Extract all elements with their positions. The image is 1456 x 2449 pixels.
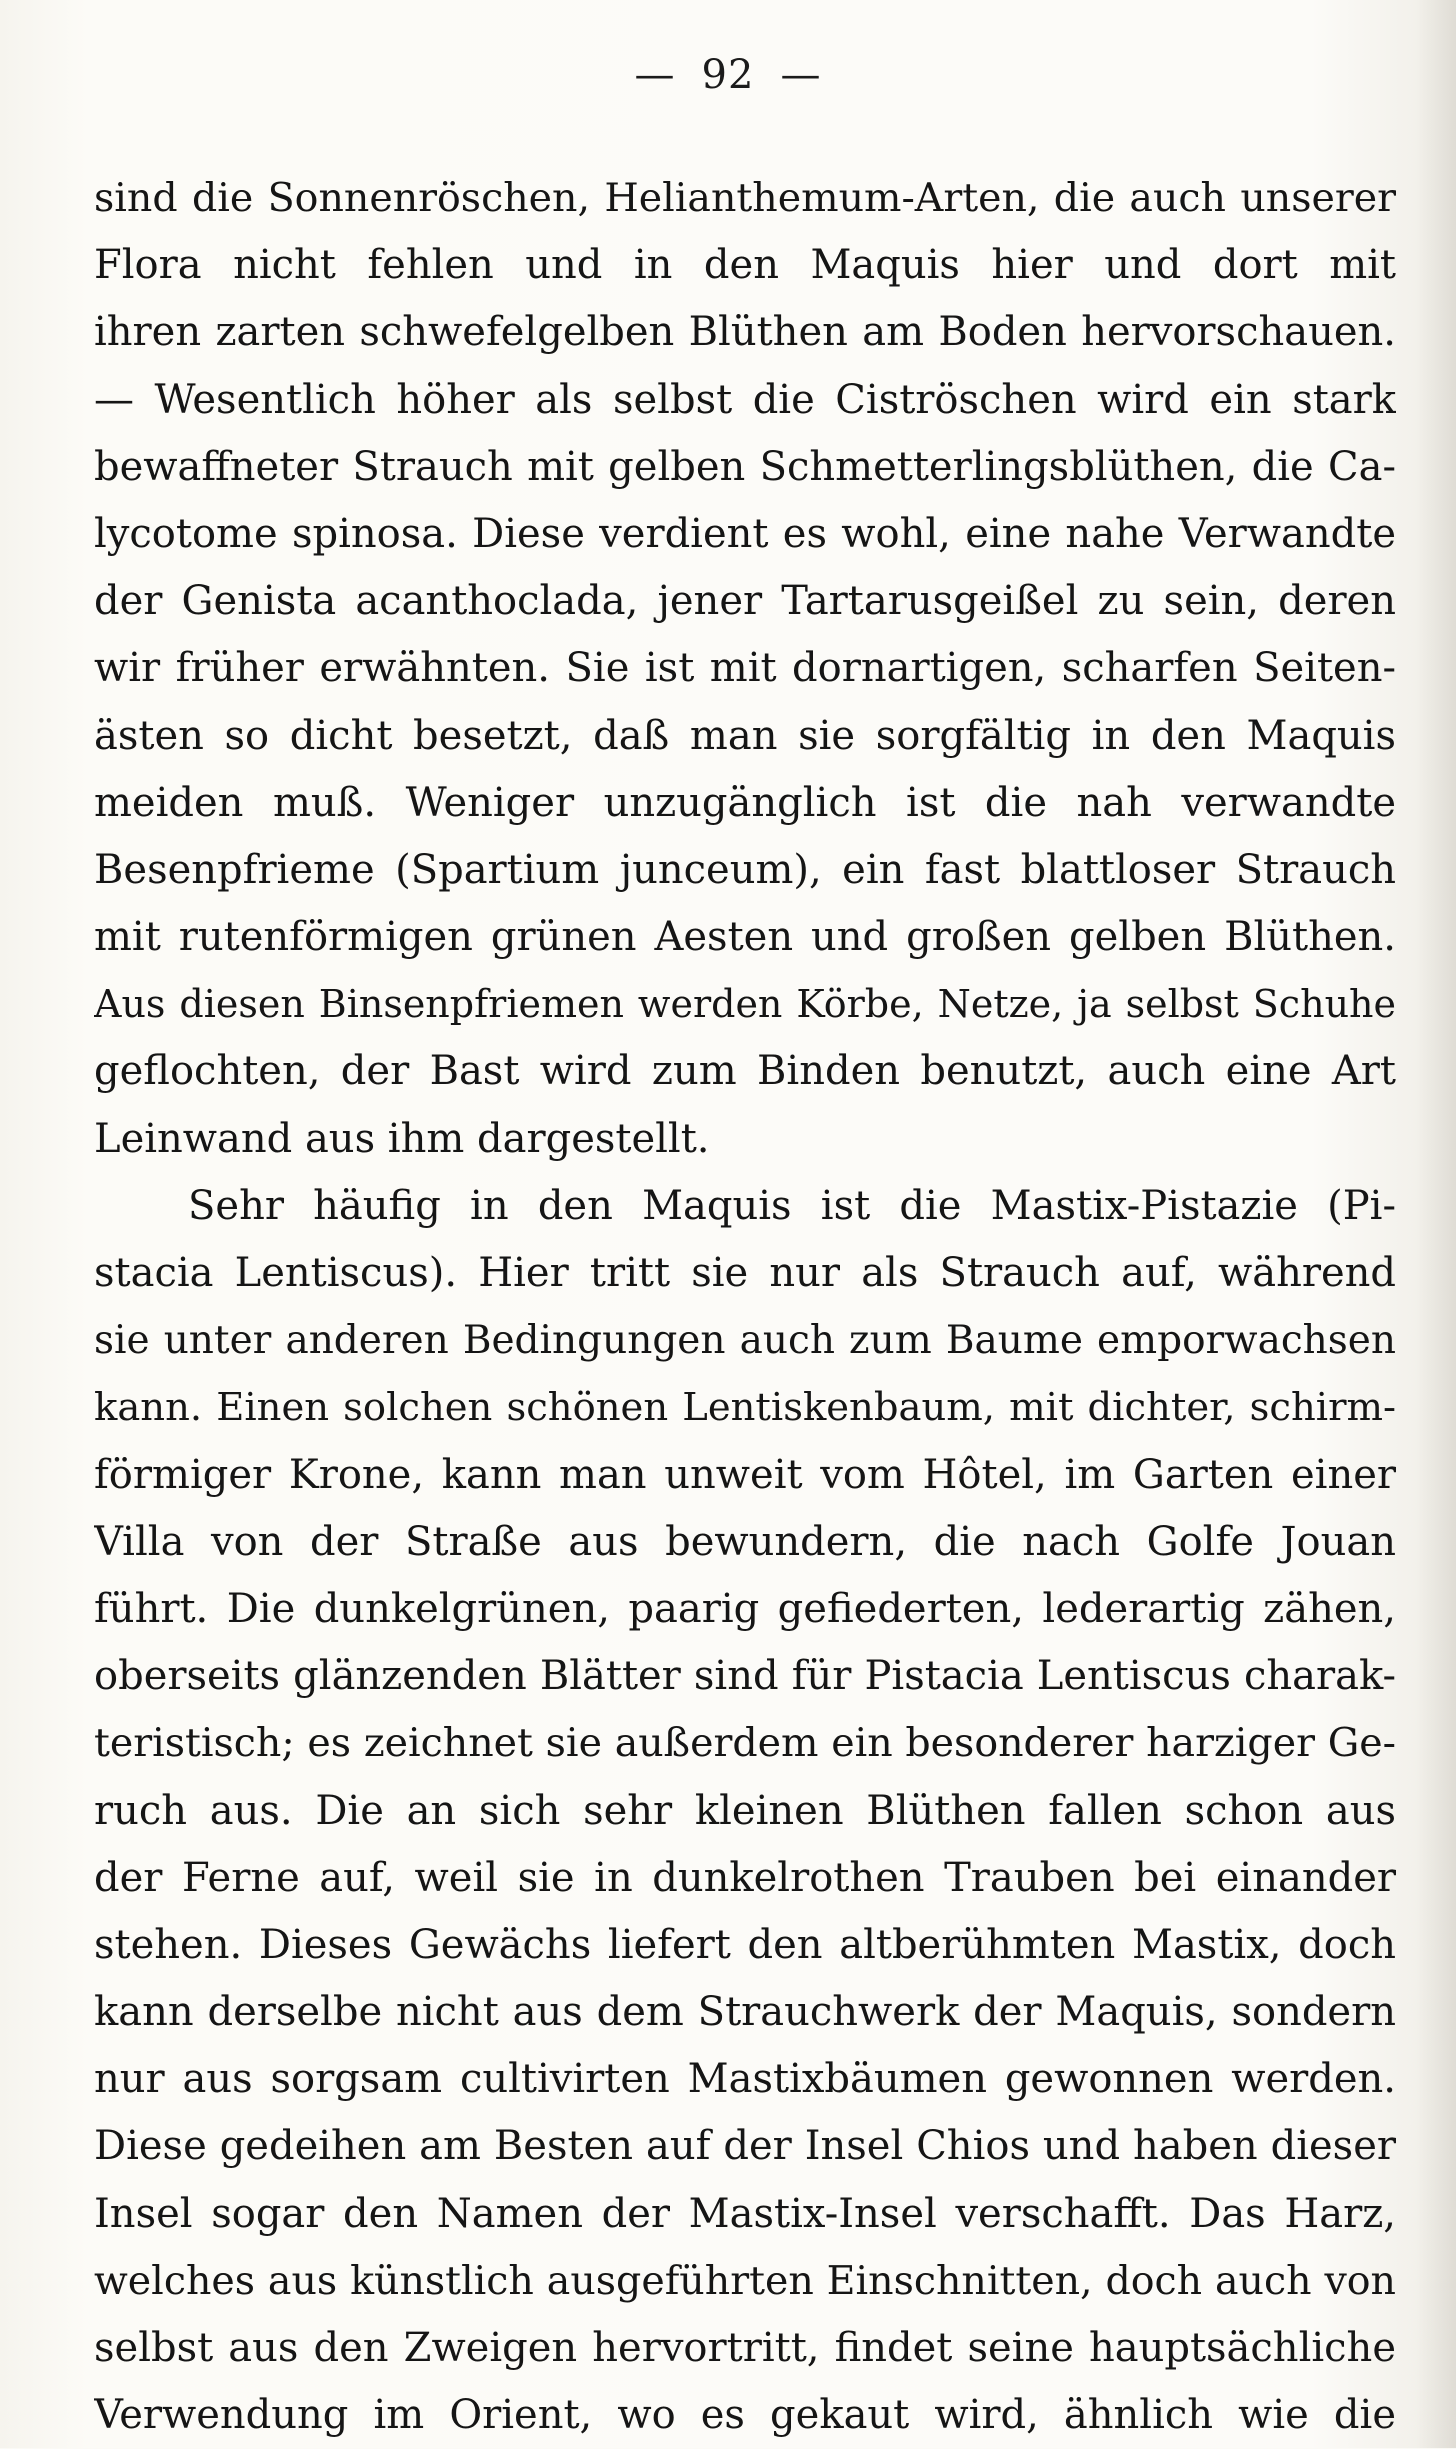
text-line: welches aus künstlich ausgeführten Einschnitten, doch auch von bbox=[94, 2257, 1396, 2304]
text-line: Besenpfrieme (Spartium junceum), ein fast blattloser Strauch bbox=[94, 846, 1396, 893]
text-line: Aus diesen Binsenpfriemen werden Körbe, Netze, ja selbst Schuhe bbox=[94, 982, 1396, 1027]
text-line: wir früher erwähnten. Sie ist mit dornartigen, scharfen Seiten- bbox=[94, 645, 1396, 692]
text-line: mit rutenförmigen grünen Aesten und großen gelben Blüthen. bbox=[94, 914, 1396, 961]
text-line: Flora nicht fehlen und in den Maquis hier und dort mit bbox=[94, 242, 1396, 289]
header-dash-right: — bbox=[780, 52, 822, 98]
text-line: — Wesentlich höher als selbst die Ciströschen wird ein stark bbox=[94, 376, 1396, 423]
text-line: meiden muß. Weniger unzugänglich ist die nah verwandte bbox=[94, 779, 1396, 826]
text-line: kann derselbe nicht aus dem Strauchwerk der Maquis, sondern bbox=[94, 1989, 1396, 2036]
page-header bbox=[0, 52, 1456, 98]
header-dash-left: — bbox=[634, 52, 676, 98]
text-line: Villa von der Straße aus bewundern, die nach Golfe Jouan bbox=[94, 1518, 1396, 1565]
text-line: selbst aus den Zweigen hervortritt, findet seine hauptsächliche bbox=[94, 2325, 1396, 2371]
text-line: der Genista acanthoclada, jener Tartarusgeißel zu sein, deren bbox=[94, 578, 1396, 625]
page-number: 92 bbox=[701, 52, 755, 98]
body-text bbox=[94, 165, 1396, 2449]
text-line: sind die Sonnenröschen, Helianthemum-Arten, die auch unserer bbox=[94, 175, 1396, 221]
text-line: teristisch; es zeichnet sie außerdem ein besonderer harziger Ge- bbox=[94, 1720, 1396, 1767]
text-line: lycotome spinosa. Diese verdient es wohl, eine nahe Verwandte bbox=[94, 510, 1396, 557]
text-line: bewaffneter Strauch mit gelben Schmetterlingsblüthen, die Ca- bbox=[94, 443, 1396, 490]
text-line: ästen so dicht besetzt, daß man sie sorgfältig in den Maquis bbox=[94, 712, 1396, 759]
text-line: Insel sogar den Namen der Mastix-Insel verschafft. Das Harz, bbox=[94, 2190, 1396, 2237]
text-line: Verwendung im Orient, wo es gekaut wird, ähnlich wie die bbox=[94, 2392, 1396, 2439]
text-line: kann. Einen solchen schönen Lentiskenbaum, mit dichter, schirm- bbox=[94, 1385, 1396, 1431]
text-line: geflochten, der Bast wird zum Binden benutzt, auch eine Art bbox=[94, 1048, 1396, 1095]
paragraph-first-line: Sehr häufig in den Maquis ist die Mastix-Pistazie (Pi- bbox=[188, 1182, 1396, 1229]
page-edge-shadow bbox=[1416, 0, 1456, 2448]
text-line: Diese gedeihen am Besten auf der Insel Chios und haben dieser bbox=[94, 2123, 1396, 2170]
text-line: oberseits glänzenden Blätter sind für Pistacia Lentiscus charak- bbox=[94, 1653, 1396, 1700]
text-line: ruch aus. Die an sich sehr kleinen Blüthen fallen schon aus bbox=[94, 1787, 1396, 1834]
text-line: nur aus sorgsam cultivirten Mastixbäumen gewonnen werden. bbox=[94, 2056, 1396, 2103]
text-line: sie unter anderen Bedingungen auch zum Baume emporwachsen bbox=[94, 1318, 1396, 1364]
text-line: ihren zarten schwefelgelben Blüthen am Boden hervorschauen. bbox=[94, 309, 1396, 356]
text-line: führt. Die dunkelgrünen, paarig gefiederten, lederartig zähen, bbox=[94, 1585, 1396, 1632]
text-line: stehen. Dieses Gewächs liefert den altberühmten Mastix, doch bbox=[94, 1921, 1396, 1968]
text-line: förmiger Krone, kann man unweit vom Hôtel, im Garten einer bbox=[94, 1451, 1396, 1498]
text-line: der Ferne auf, weil sie in dunkelrothen Trauben bei einander bbox=[94, 1854, 1396, 1901]
text-line: stacia Lentiscus). Hier tritt sie nur als Strauch auf, während bbox=[94, 1250, 1396, 1296]
text-line: Leinwand aus ihm dargestellt. bbox=[94, 1115, 710, 1162]
